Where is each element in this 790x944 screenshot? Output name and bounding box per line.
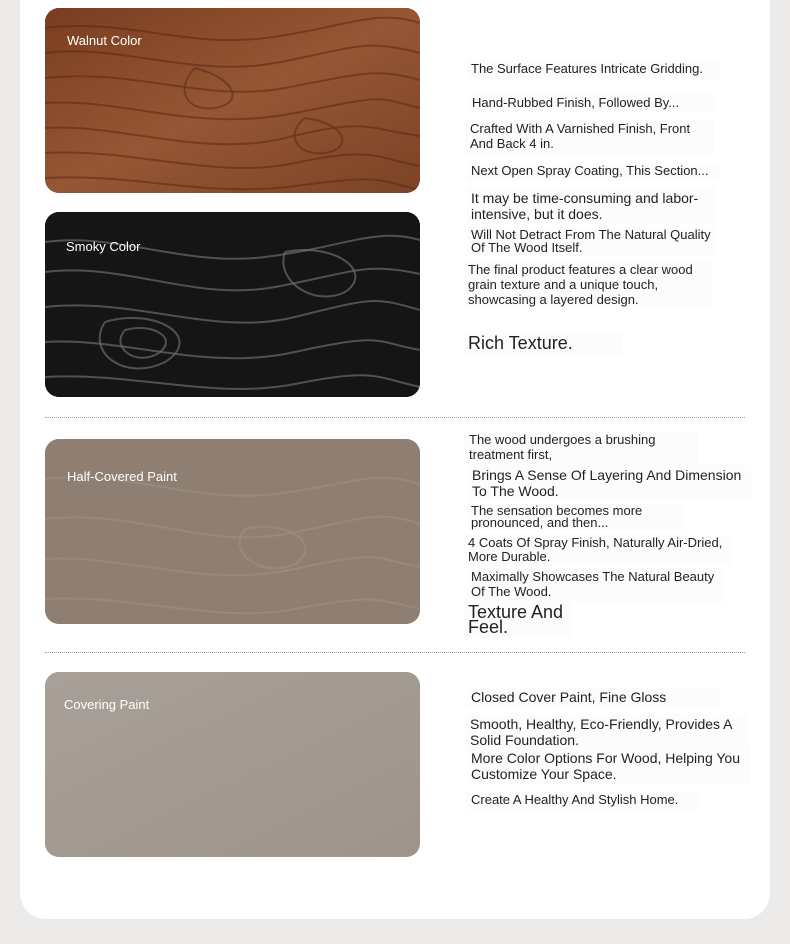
text-line: Will Not Detract From The Natural Quality Of The Wood Itself. <box>467 227 715 255</box>
text-line: Crafted With A Varnished Finish, Front And Back 4 in. <box>466 120 714 154</box>
walnut-swatch <box>45 8 420 193</box>
text-line: Smooth, Healthy, Eco-Friendly, Provides A Solid Foundation. <box>466 714 749 750</box>
text-line: Next Open Spray Coating, This Section... <box>467 162 720 181</box>
swatch-label: Smoky Color <box>66 239 141 254</box>
text-line: It may be time-consuming and labor-intensive, but it does. <box>467 188 715 224</box>
section-divider <box>45 417 745 418</box>
text-line: Maximally Showcases The Natural Beauty Of The Wood. <box>467 568 725 602</box>
swatch-label: Walnut Color <box>67 33 142 48</box>
swatch-label: Covering Paint <box>64 697 150 712</box>
text-line: Brings A Sense Of Layering And Dimension To The Wood. <box>468 465 751 501</box>
text-line: Texture And Feel. <box>464 603 572 638</box>
smoky-swatch <box>45 212 420 397</box>
swatch-label: Half-Covered Paint <box>67 469 177 484</box>
text-line: The Surface Features Intricate Gridding. <box>467 60 720 79</box>
text-line: The sensation becomes more pronounced, and then... <box>467 504 685 529</box>
text-line: Rich Texture. <box>464 331 622 356</box>
half-covered-texture <box>45 439 420 624</box>
text-line: Closed Cover Paint, Fine Gloss <box>467 687 720 707</box>
half-covered-swatch <box>45 439 420 624</box>
section-divider <box>45 652 745 653</box>
text-line: 4 Coats Of Spray Finish, Naturally Air-Dried, More Durable. <box>464 535 732 566</box>
text-line: Create A Healthy And Stylish Home. <box>467 791 700 810</box>
text-line: Hand-Rubbed Finish, Followed By... <box>468 94 716 113</box>
text-line: The final product features a clear wood grain texture and a unique touch, showcasing a layered design. <box>464 261 712 310</box>
covering-swatch <box>45 672 420 857</box>
text-line: The wood undergoes a brushing treatment first, <box>465 431 698 465</box>
text-line: More Color Options For Wood, Helping You Customize Your Space. <box>467 748 750 784</box>
